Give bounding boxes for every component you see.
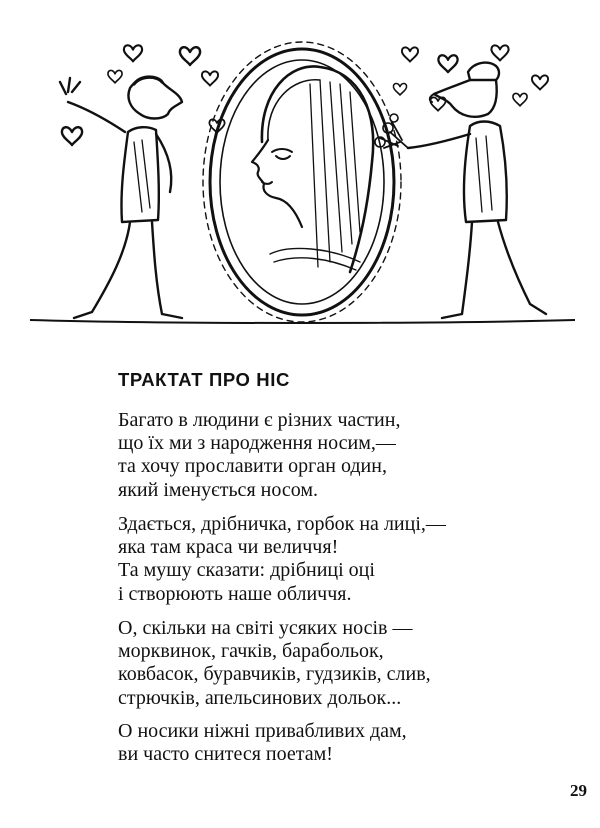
right-admirer-figure [375,63,546,318]
poem-stanza-2 [118,513,446,606]
heart-icon [124,45,142,61]
poem-line: і створюють наше обличчя. [118,582,352,605]
poem-line: Та мушу сказати: дрібниці оці [118,559,375,582]
heart-icon [202,71,218,85]
poem-stanza-4 [118,720,407,766]
poem-line: що їх ми з народження носим,— [118,432,396,455]
heart-icon [513,93,527,105]
poem-line: який іменується носом. [118,478,318,501]
oval-portrait-frame [203,42,401,322]
heart-icon [180,47,200,65]
poem-line: та хочу прославити орган один, [118,455,387,478]
heart-icon [491,45,508,60]
heart-icon [402,47,418,61]
heart-icon [108,70,122,82]
poem-stanza-1 [118,409,400,502]
heart-icon [532,75,548,89]
heart-icon [438,55,457,72]
poem-line: ви часто снитеся поетам! [118,743,333,766]
page-number: 29 [570,781,587,800]
poem-line: морквинок, гачків, барабольок, [118,640,384,663]
poem-line: Здається, дрібничка, горбок на лиці,— [118,513,446,535]
heart-icon [393,83,406,95]
poem-title: ТРАКТАТ ПРО НІС [118,369,290,390]
left-admirer-figure [60,77,182,318]
poem-line: яка там краса чи величчя! [118,536,339,559]
heart-icon [62,127,82,145]
poem-line: Багато в людини є різних частин, [118,409,401,431]
illustration-admirers-portrait [30,22,575,332]
poem-line: О носики ніжні привабливих дам, [118,720,407,742]
poem-stanza-3 [118,617,431,710]
poem-line: ковбасок, буравчиків, гудзиків, слив, [118,663,431,686]
poem-line: стрючків, апельсинових дольок... [118,686,402,709]
poem-line: О, скільки на світі усяких носів — [118,617,413,639]
